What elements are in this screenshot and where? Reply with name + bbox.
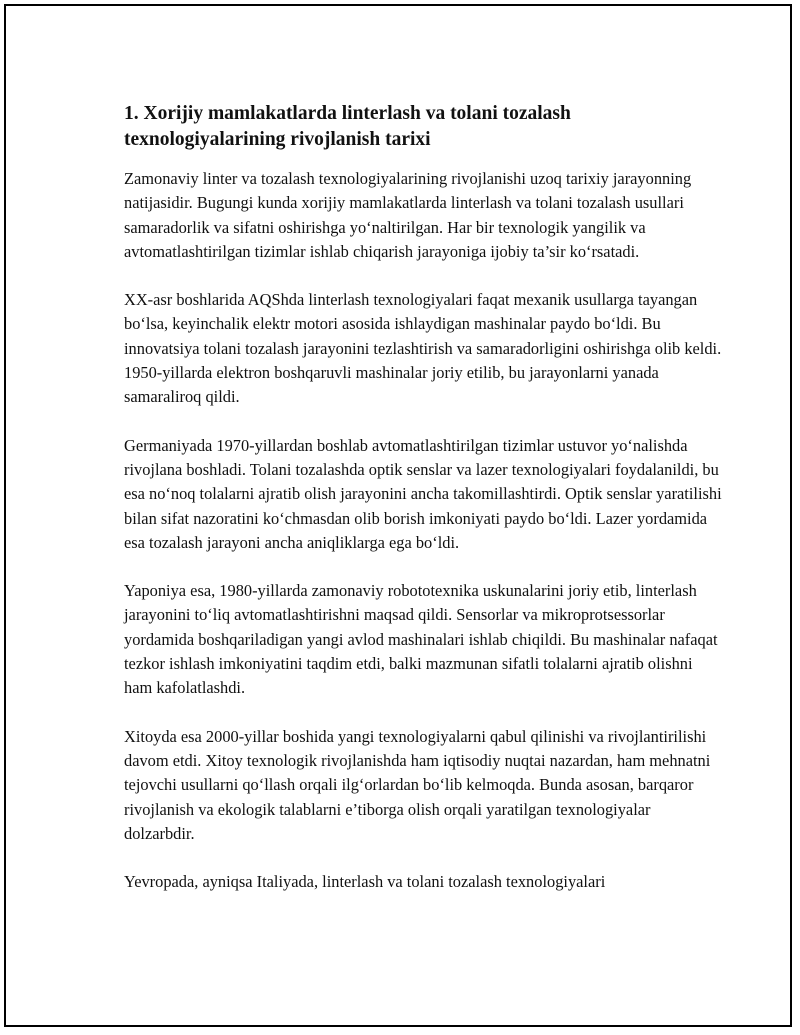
section-heading: 1. Xorijiy mamlakatlarda linterlash va tolani tozalash texnologiyalarining rivojlanish tarixi bbox=[124, 103, 571, 150]
paragraph-japan: Yaponiya esa, 1980-yillarda zamonaviy robototexnika uskunalarini joriy etib, linterlash jarayonini to‘liq avtomatlashtirishni maqsad qildi. Sensorlar va mikroprotsessorlar yordamida boshqariladigan yangi avlod mashinalari ishlab chiqildi. Bu mashinalar nafaqat tezkor ishlash imkoniyatini taqdim etdi, balki mazmunan sifatli tolalarni ajratib olishni ham kafolatlashdi. bbox=[124, 581, 718, 698]
paragraph-intro: Zamonaviy linter va tozalash texnologiyalarining rivojlanishi uzoq tarixiy jarayonning natijasidir. Bugungi kunda xorijiy mamlakatlarda linterlash va tolani tozalash usullari samaradorlik va sifatni oshirishga yo‘naltirilgan. Har bir texnologik yangilik va avtomatlashtirilgan tizimlar ishlab chiqarish jarayoniga ijobiy ta’sir ko‘rsatadi. bbox=[124, 169, 692, 261]
paragraph-china: Xitoyda esa 2000-yillar boshida yangi texnologiyalarni qabul qilinishi va rivojlantirilishi davom etdi. Xitoy texnologik rivojlanishda ham iqtisodiy nuqtai nazardan, ham mehnatni tejovchi usullarni qo‘llash orqali ilg‘orlardan bo‘lib kelmoqda. Bunda asosan, barqaror rivojlanish va ekologik talablarni e’tiborga olish orqali yaratilgan texnologiyalar dolzarbdir. bbox=[124, 726, 711, 843]
paragraph-usa: XX-asr boshlarida AQShda linterlash texnologiyalari faqat mexanik usullarga tayangan bo‘lsa, keyinchalik elektr motori asosida ishlaydigan mashinalar paydo bo‘ldi. Bu innovatsiya tolani tozalash jarayonini tezlashtirish va samaradorligini oshirishga olib keldi. 1950-yillarda elektron boshqaruvli mashinalar joriy etilib, bu jarayonlarni yanada samaraliroq qildi. bbox=[124, 290, 722, 407]
document-body bbox=[124, 101, 724, 918]
page-frame bbox=[4, 4, 792, 1027]
paragraph-europe: Yevropada, ayniqsa Italiyada, linterlash va tolani tozalash texnologiyalari bbox=[124, 872, 606, 892]
paragraph-germany: Germaniyada 1970-yillardan boshlab avtomatlashtirilgan tizimlar ustuvor yo‘nalishda rivojlana boshladi. Tolani tozalashda optik senslar va lazer texnologiyalari foydalanildi, bu esa no‘noq tolalarni ajratib olish jarayonini ancha takomillashtirdi. Optik senslar yaratilishi bilan sifat nazoratini ko‘chmasdan olib borish imkoniyati paydo bo‘ldi. Lazer yordamida esa tozalash jarayoni ancha aniqliklarga ega bo‘ldi. bbox=[124, 435, 722, 552]
